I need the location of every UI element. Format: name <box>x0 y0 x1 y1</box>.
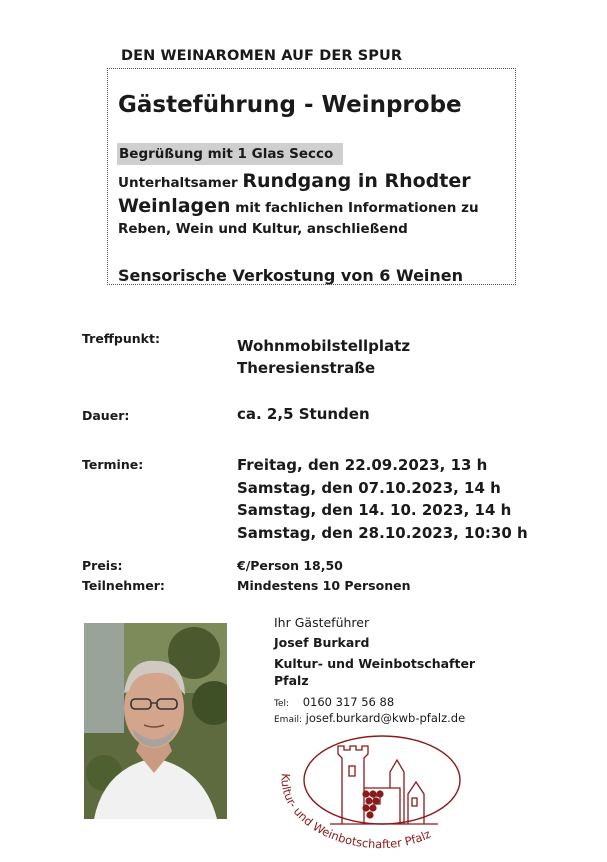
termin-item: Samstag, den 07.10.2023, 14 h <box>237 479 501 497</box>
tour-line-1-small: Unterhaltsamer <box>118 175 243 191</box>
tour-line-2-small: mit fachlichen Informationen zu <box>230 200 479 216</box>
treffpunkt-label: Treffpunkt: <box>82 331 160 346</box>
termine-label: Termine: <box>82 457 144 472</box>
preis-label: Preis: <box>82 558 123 573</box>
preis-value: €/Person 18,50 <box>237 558 343 573</box>
termin-item: Samstag, den 28.10.2023, 10:30 h <box>237 524 528 542</box>
kwb-logo <box>270 728 470 860</box>
tour-line-2 <box>118 195 479 217</box>
tour-line-2-big: Weinlagen <box>118 195 231 217</box>
tour-line-1-big: Rundgang in Rhodter <box>242 170 471 192</box>
guide-phone <box>274 695 394 709</box>
page-title: Gästeführung - Weinprobe <box>118 92 462 118</box>
tour-line-3: Reben, Wein und Kultur, anschließend <box>118 221 408 237</box>
castle-icon <box>330 746 438 824</box>
teilnehmer-value: Mindestens 10 Personen <box>237 578 411 593</box>
guide-email <box>274 711 465 725</box>
guide-role-line-2: Pfalz <box>274 673 309 688</box>
welcome-text: Begrüßung mit 1 Glas Secco <box>119 146 334 162</box>
logo-text: Kultur- und Weinbotschafter Pfalz <box>278 772 433 852</box>
email-value[interactable]: josef.burkard@kwb-pfalz.de <box>305 711 466 725</box>
tour-line-1 <box>118 170 471 192</box>
termin-item: Freitag, den 22.09.2023, 13 h <box>237 456 488 474</box>
tel-label: Tel: <box>274 699 290 709</box>
teilnehmer-label: Teilnehmer: <box>82 578 165 593</box>
guide-role-line-1: Kultur- und Weinbotschafter <box>274 656 476 671</box>
guide-portrait-image <box>84 623 227 819</box>
termin-item: Samstag, den 14. 10. 2023, 14 h <box>237 501 512 519</box>
guide-intro: Ihr Gästeführer <box>274 615 370 630</box>
treffpunkt-line-1: Wohnmobilstellplatz <box>237 337 411 355</box>
dauer-label: Dauer: <box>82 408 130 423</box>
guide-photo <box>84 623 227 819</box>
logo-ring <box>304 736 460 824</box>
kicker-heading: DEN WEINAROMEN AUF DER SPUR <box>121 48 403 64</box>
email-label: Email: <box>274 715 303 725</box>
guide-name: Josef Burkard <box>274 635 370 650</box>
treffpunkt-line-2: Theresienstraße <box>237 359 376 377</box>
tasting-line: Sensorische Verkostung von 6 Weinen <box>118 266 464 285</box>
dauer-value: ca. 2,5 Stunden <box>237 405 370 423</box>
tel-value: 0160 317 56 88 <box>302 695 395 709</box>
